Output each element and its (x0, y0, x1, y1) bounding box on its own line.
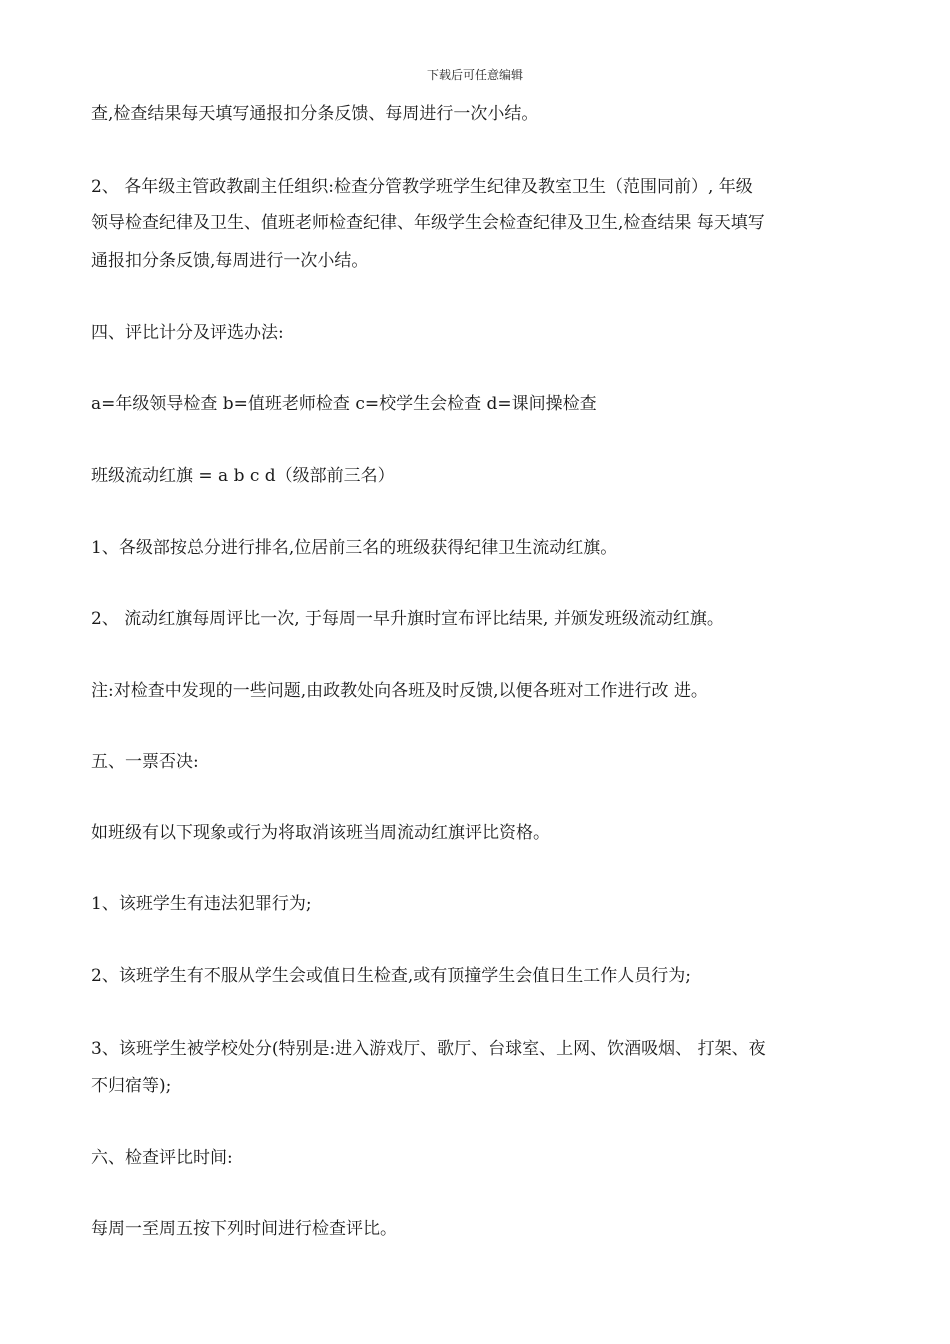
text-line: 查,检查结果每天填写通报扣分条反馈、每周进行一次小结。 (91, 104, 539, 124)
section-heading: 四、评比计分及评选办法: (91, 323, 284, 343)
text-line: 通报扣分条反馈,每周进行一次小结。 (91, 251, 369, 271)
text-line: 注:对检查中发现的一些问题,由政教处向各班及时反馈,以便各班对工作进行改 进。 (91, 681, 708, 701)
text-line: 3、该班学生被学校处分(特别是:进入游戏厅、歌厅、台球室、上网、饮酒吸烟、 打架、夜 (91, 1039, 766, 1059)
text-line: 领导检查纪律及卫生、值班老师检查纪律、年级学生会检查纪律及卫生,检查结果 每天填写 (91, 213, 765, 233)
text-line: 每周一至周五按下列时间进行检查评比。 (91, 1219, 397, 1239)
text-line: 2、 流动红旗每周评比一次, 于每周一早升旗时宣布评比结果, 并颁发班级流动红旗。 (91, 609, 724, 629)
text-line: 2、该班学生有不服从学生会或值日生检查,或有顶撞学生会值日生工作人员行为; (91, 966, 691, 986)
text-line: a=年级领导检查 b=值班老师检查 c=校学生会检查 d=课间操检查 (91, 394, 597, 414)
page-header: 下载后可任意编辑 (426, 68, 523, 82)
text-line: 1、各级部按总分进行排名,位居前三名的班级获得纪律卫生流动红旗。 (91, 538, 618, 558)
text-line: 2、 各年级主管政教副主任组织:检查分管教学班学生纪律及教室卫生（范围同前）, 年级 (91, 177, 753, 197)
text-line: 不归宿等); (91, 1076, 172, 1096)
text-line: 如班级有以下现象或行为将取消该班当周流动红旗评比资格。 (91, 823, 550, 843)
section-heading: 五、一票否决: (91, 752, 199, 772)
section-heading: 六、检查评比时间: (91, 1148, 233, 1168)
text-line: 1、该班学生有违法犯罪行为; (91, 894, 312, 914)
text-line: 班级流动红旗 = a b c d（级部前三名） (91, 466, 395, 486)
